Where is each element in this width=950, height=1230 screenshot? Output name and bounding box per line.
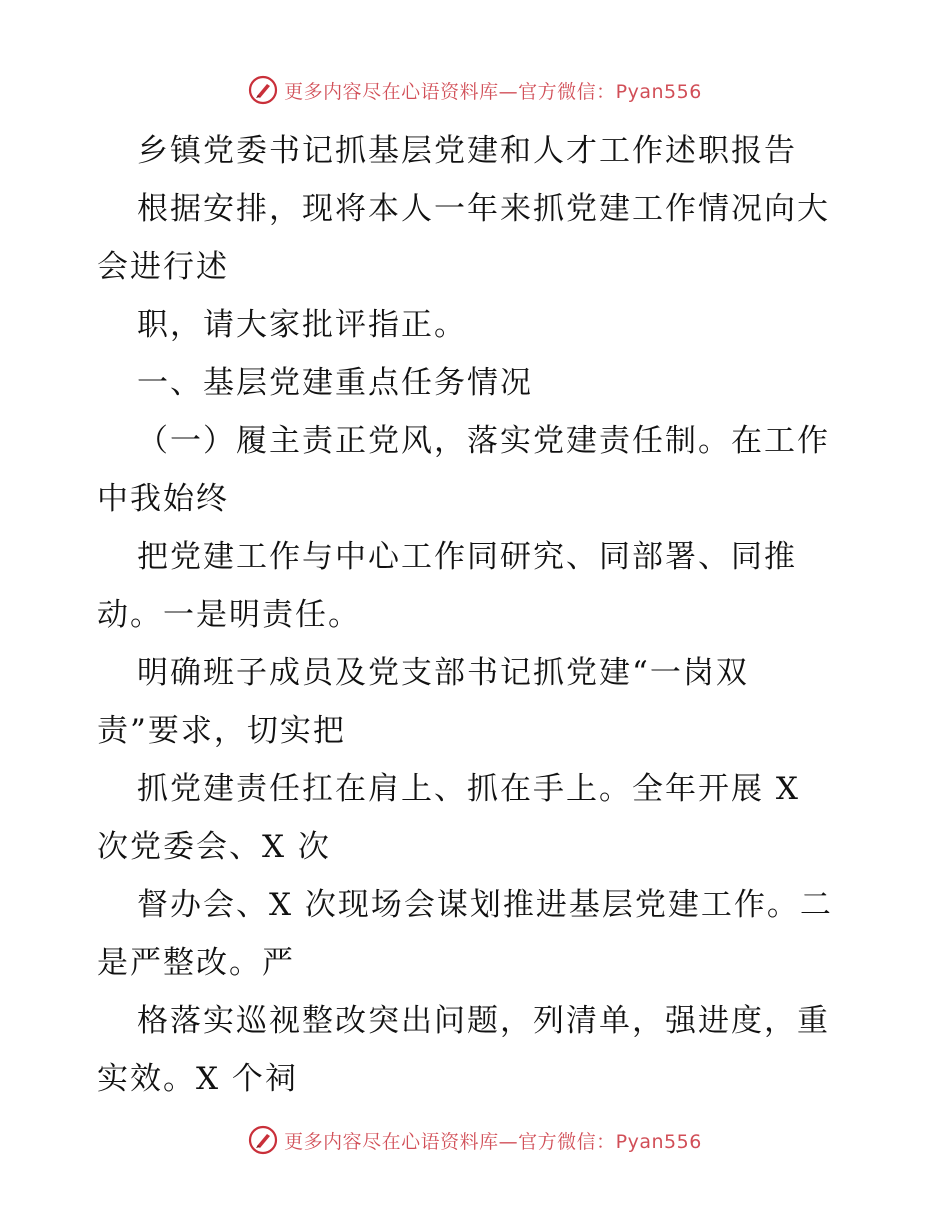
document-line: 督办会、X 次现场会谋划推进基层党建工作。二	[137, 887, 833, 923]
document-line: 格落实巡视整改突出问题，列清单，强进度，重	[137, 1003, 830, 1039]
document-line: 职，请大家批评指正。	[137, 307, 467, 343]
document-line: 根据安排，现将本人一年来抓党建工作情况向大	[137, 191, 830, 227]
document-line: 乡镇党委书记抓基层党建和人才工作述职报告	[137, 133, 797, 169]
header-banner-content	[248, 75, 702, 105]
document-line: （一）履主责正党风，落实党建责任制。在工作	[137, 423, 830, 459]
header-banner	[0, 70, 950, 110]
quill-pen-logo-icon	[248, 1125, 278, 1155]
document-line: 次党委会、X 次	[97, 829, 331, 865]
header-banner-text: 更多内容尽在心语资料库—官方微信：Pyan556	[284, 80, 702, 103]
document-line: 实效。X 个祠	[97, 1061, 298, 1097]
document-line: 明确班子成员及党支部书记抓党建“一岗双	[137, 655, 749, 691]
document-line: 一、基层党建重点任务情况	[137, 365, 533, 401]
document-line: 把党建工作与中心工作同研究、同部署、同推	[137, 539, 797, 575]
document-line: 中我始终	[97, 481, 229, 517]
footer-banner-content	[248, 1125, 702, 1155]
document-line: 责”要求，切实把	[97, 713, 346, 749]
document-line: 抓党建责任扛在肩上、抓在手上。全年开展 X	[137, 771, 800, 807]
document-line: 会进行述	[97, 249, 229, 285]
document-body	[97, 122, 857, 1108]
document-line: 动。一是明责任。	[97, 597, 361, 633]
footer-banner	[0, 1120, 950, 1160]
footer-banner-text: 更多内容尽在心语资料库—官方微信：Pyan556	[284, 1130, 702, 1153]
quill-pen-logo-icon	[248, 75, 278, 105]
document-line: 是严整改。严	[97, 945, 295, 981]
